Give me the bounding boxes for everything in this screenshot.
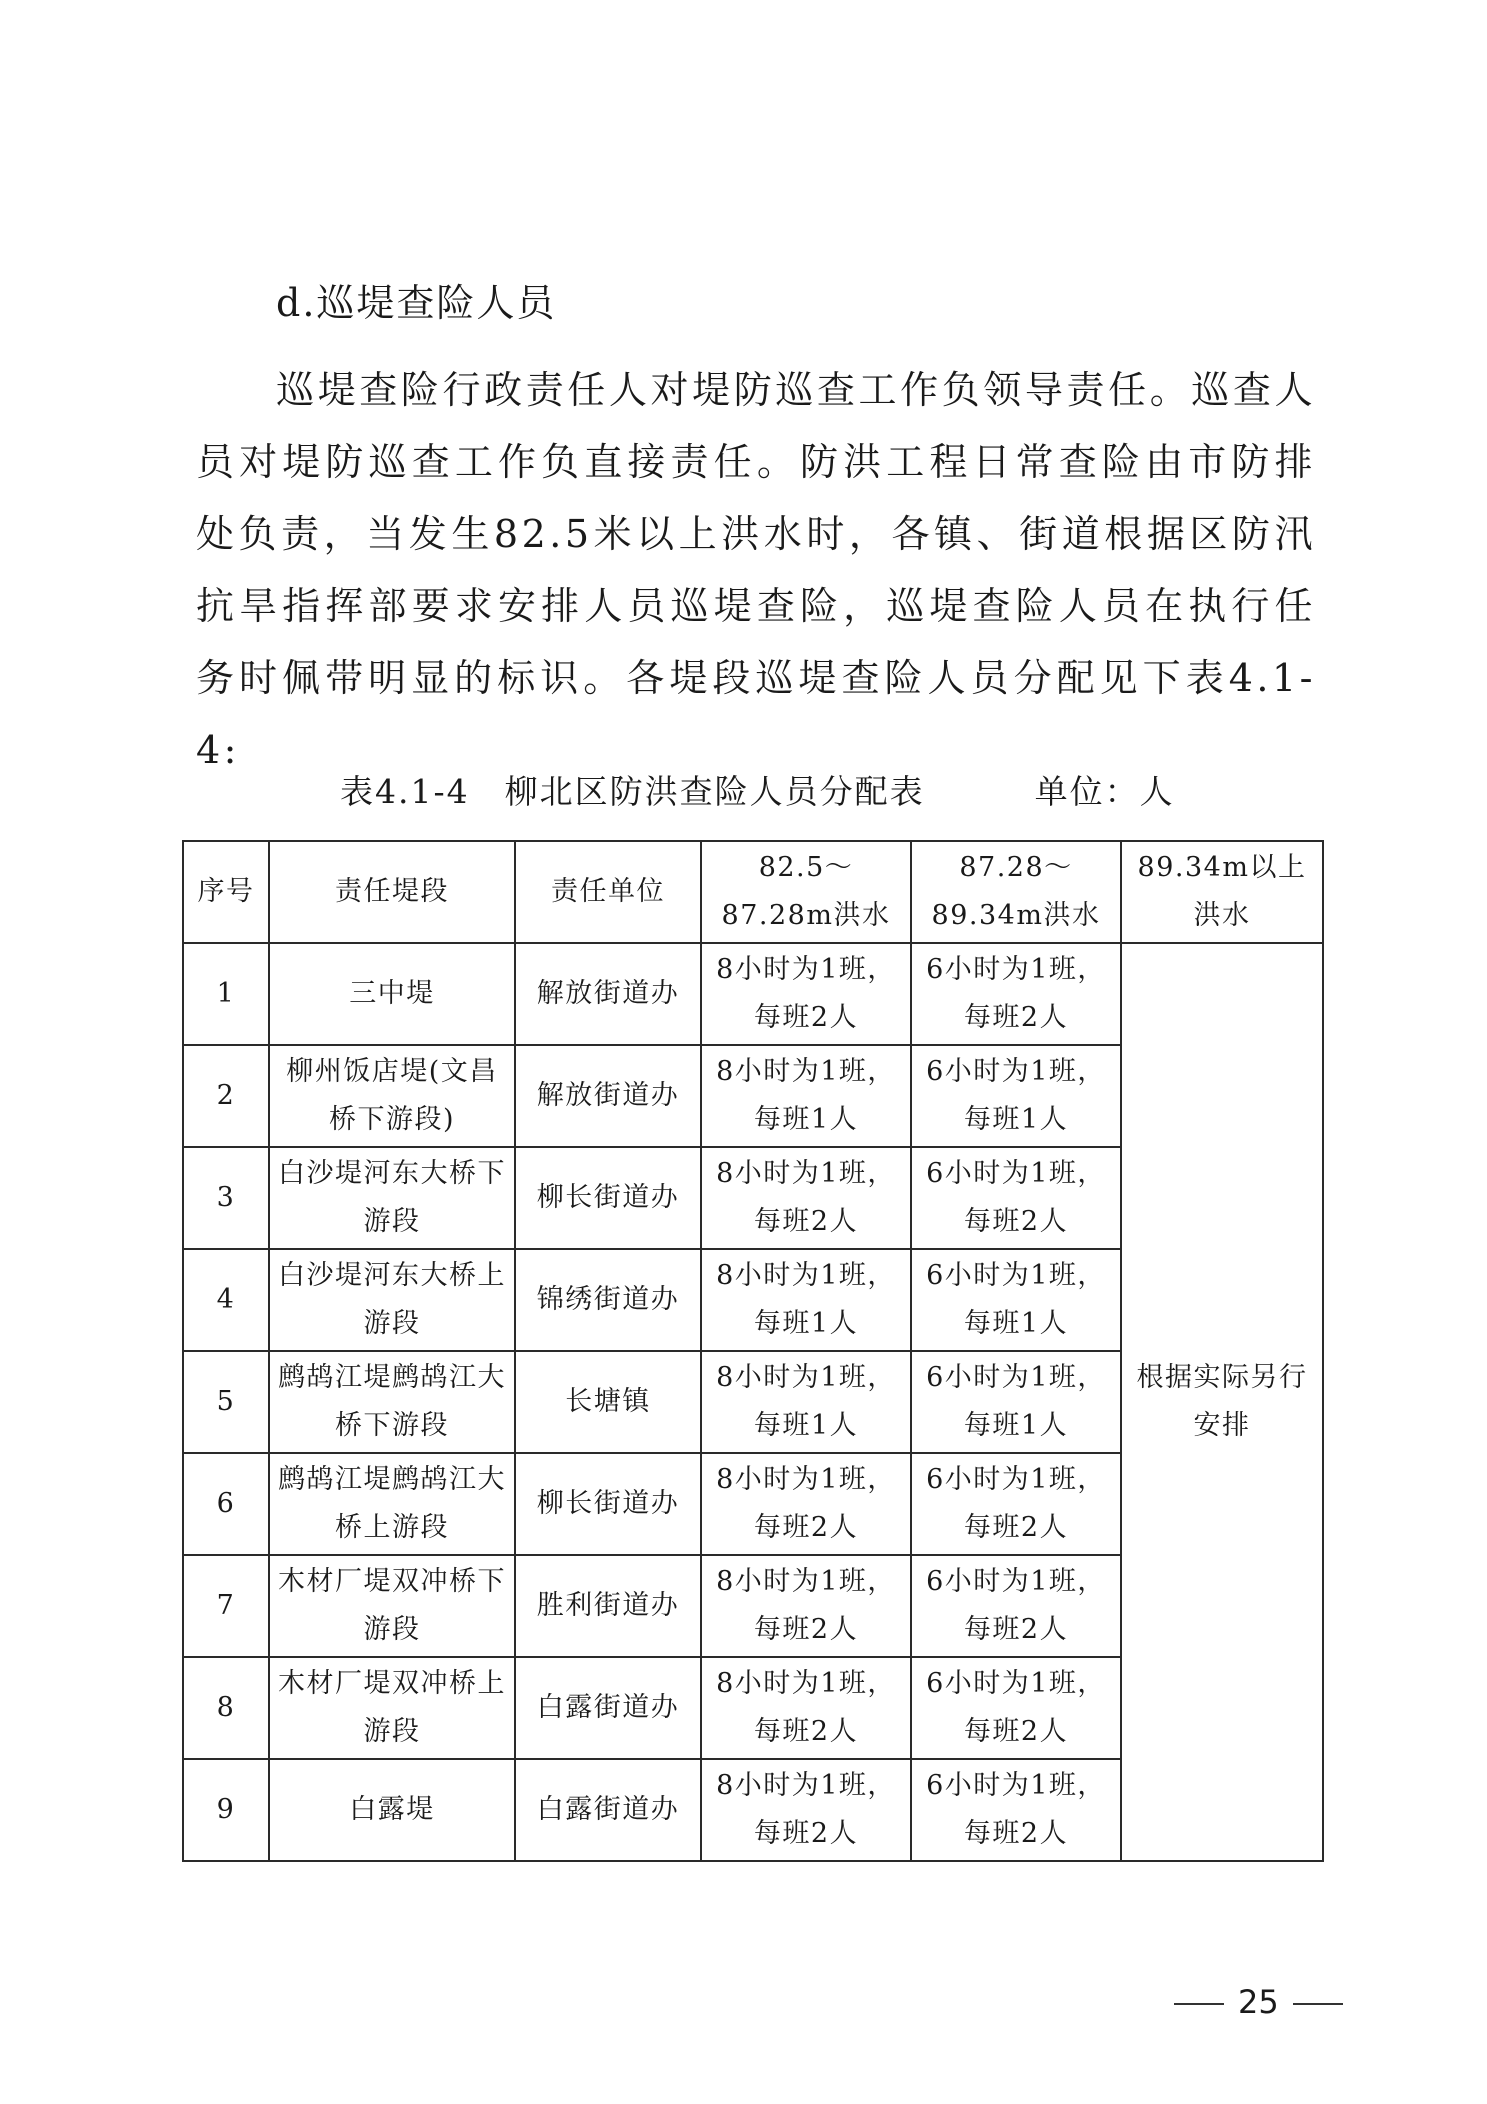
cell-remark: 根据实际另行安排 [1121,943,1323,1861]
cell-level1: 8小时为1班，每班2人 [701,1453,911,1555]
cell-level2: 6小时为1班，每班1人 [911,1249,1121,1351]
cell-level1: 8小时为1班，每班2人 [701,1657,911,1759]
cell-unit: 胜利街道办 [515,1555,701,1657]
page-number-dash-left [1174,2003,1224,2005]
cell-level2: 6小时为1班，每班1人 [911,1351,1121,1453]
header-level1: 82.5～87.28m洪水 [701,841,911,943]
body-paragraph-text: 巡堤查险行政责任人对堤防巡查工作负领导责任。巡查人员对堤防巡查工作负直接责任。防洪工程日常查险由市防排处负责，当发生82.5米以上洪水时，各镇、街道根据区防汛抗旱指挥部要求安排人员巡堤查险，巡堤查险人员在执行任务时佩带明显的标识。各堤段巡堤查险人员分配见下表4.1-4: [196,368,1316,772]
table-caption [340,770,1175,814]
header-segment: 责任堤段 [269,841,515,943]
header-no: 序号 [183,841,269,943]
cell-level2: 6小时为1班，每班2人 [911,943,1121,1045]
cell-no: 8 [183,1657,269,1759]
cell-segment: 鹧鸪江堤鹧鸪江大桥下游段 [269,1351,515,1453]
cell-segment: 柳州饭店堤(文昌桥下游段) [269,1045,515,1147]
cell-segment: 白沙堤河东大桥下游段 [269,1147,515,1249]
cell-unit: 柳长街道办 [515,1453,701,1555]
cell-level2: 6小时为1班，每班2人 [911,1147,1121,1249]
table-unit: 单位：人 [1034,772,1175,811]
page-number-dash-right [1293,2003,1343,2005]
body-paragraph [196,354,1316,786]
cell-unit: 锦绣街道办 [515,1249,701,1351]
cell-no: 2 [183,1045,269,1147]
cell-unit: 解放街道办 [515,1045,701,1147]
table-title: 表4.1-4 柳北区防洪查险人员分配表 [340,772,925,811]
cell-no: 1 [183,943,269,1045]
cell-unit: 柳长街道办 [515,1147,701,1249]
cell-segment: 鹧鸪江堤鹧鸪江大桥上游段 [269,1453,515,1555]
cell-segment: 白露堤 [269,1759,515,1861]
cell-no: 7 [183,1555,269,1657]
table-body [183,943,1323,1861]
section-heading: d.巡堤查险人员 [276,281,557,325]
page-number-value: 25 [1238,1983,1279,2021]
cell-no: 5 [183,1351,269,1453]
header-level3: 89.34m以上洪水 [1121,841,1323,943]
header-unit: 责任单位 [515,841,701,943]
cell-unit: 白露街道办 [515,1759,701,1861]
cell-segment: 三中堤 [269,943,515,1045]
cell-segment: 木材厂堤双冲桥下游段 [269,1555,515,1657]
cell-no: 9 [183,1759,269,1861]
cell-level1: 8小时为1班，每班1人 [701,1045,911,1147]
cell-segment: 白沙堤河东大桥上游段 [269,1249,515,1351]
cell-no: 3 [183,1147,269,1249]
cell-no: 4 [183,1249,269,1351]
cell-level2: 6小时为1班，每班1人 [911,1045,1121,1147]
cell-level1: 8小时为1班，每班1人 [701,1351,911,1453]
personnel-table [182,840,1324,1862]
header-level2: 87.28～89.34m洪水 [911,841,1121,943]
cell-level1: 8小时为1班，每班1人 [701,1249,911,1351]
cell-unit: 长塘镇 [515,1351,701,1453]
page-number [1160,1982,1357,2022]
cell-level1: 8小时为1班，每班2人 [701,943,911,1045]
cell-level1: 8小时为1班，每班2人 [701,1759,911,1861]
cell-no: 6 [183,1453,269,1555]
cell-level2: 6小时为1班，每班2人 [911,1555,1121,1657]
cell-level1: 8小时为1班，每班2人 [701,1555,911,1657]
table-header-row [183,841,1323,943]
cell-level2: 6小时为1班，每班2人 [911,1453,1121,1555]
table-row [183,943,1323,1045]
cell-unit: 解放街道办 [515,943,701,1045]
cell-level2: 6小时为1班，每班2人 [911,1657,1121,1759]
cell-level1: 8小时为1班，每班2人 [701,1147,911,1249]
cell-level2: 6小时为1班，每班2人 [911,1759,1121,1861]
cell-unit: 白露街道办 [515,1657,701,1759]
cell-segment: 木材厂堤双冲桥上游段 [269,1657,515,1759]
